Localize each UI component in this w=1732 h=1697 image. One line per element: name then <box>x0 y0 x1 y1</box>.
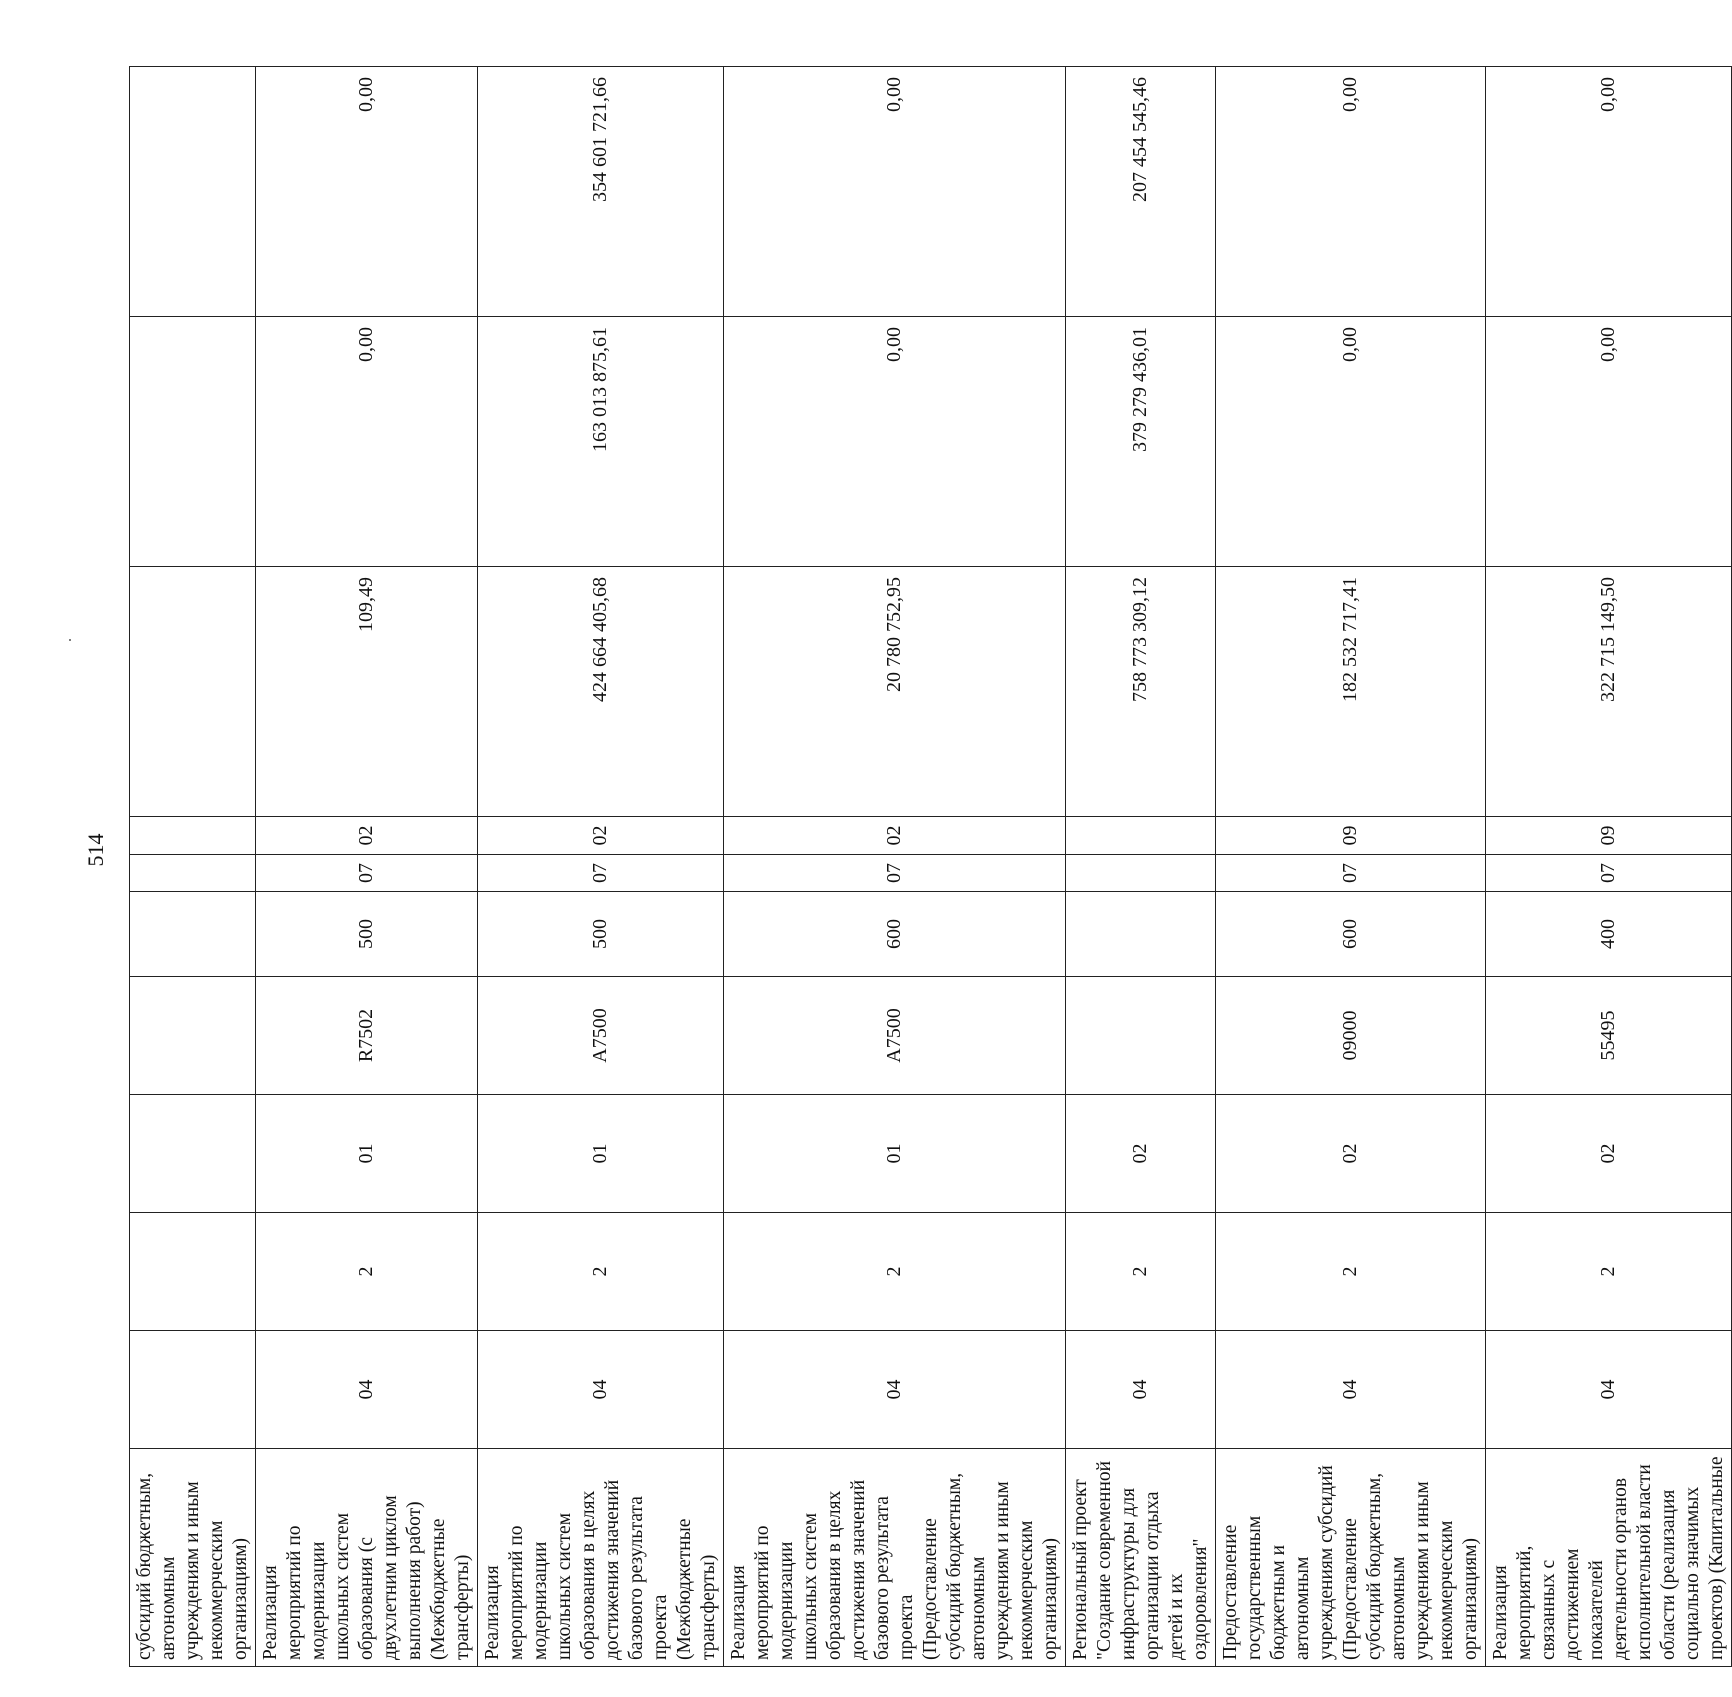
row-expense-type <box>130 892 256 977</box>
row-amount-year2: 0,00 <box>724 317 1066 567</box>
row-description: Предоставление государственным бюджетным и автономным учреждениям субсидий (Предоставление субсидий бюджетным, автономным учреждениям и иным некоммерческим организациям) <box>1216 1449 1486 1667</box>
row-podrazdel <box>130 817 256 855</box>
budget-table-wrapper <box>129 67 1727 1667</box>
row-admin-code: 04 <box>1216 1331 1486 1449</box>
row-subsection-code <box>130 1095 256 1213</box>
row-amount-year1: 20 780 752,95 <box>724 567 1066 817</box>
row-description: Региональный проект "Создание современной инфраструктуры для организации отдыха детей и их оздоровления" <box>1066 1449 1216 1667</box>
row-podrazdel: 02 <box>724 817 1066 855</box>
row-direction-code: R7502 <box>256 977 478 1095</box>
table-row <box>724 67 1066 1667</box>
row-amount-year3: 0,00 <box>724 67 1066 317</box>
table-row <box>1486 67 1732 1667</box>
row-amount-year2: 163 013 875,61 <box>478 317 724 567</box>
row-admin-code: 04 <box>1486 1331 1732 1449</box>
table-row <box>256 67 478 1667</box>
row-razdel <box>1066 855 1216 892</box>
row-direction-code: A7500 <box>724 977 1066 1095</box>
row-description: Реализация мероприятий по модернизации школьных систем образования в целях достижения значений базового результата проекта (Предоставление субсидий бюджетным, автономным учреждениям и иным некоммерческим организациям) <box>724 1449 1066 1667</box>
row-admin-code: 04 <box>256 1331 478 1449</box>
row-admin-code: 04 <box>478 1331 724 1449</box>
row-amount-year3: 354 601 721,66 <box>478 67 724 317</box>
row-amount-year2: 0,00 <box>256 317 478 567</box>
row-description: Реализация мероприятий по модернизации школьных систем образования в целях достижения значений базового результата проекта (Межбюджетные трансферты) <box>478 1449 724 1667</box>
row-direction-code: 55495 <box>1486 977 1732 1095</box>
row-razdel: 07 <box>478 855 724 892</box>
row-razdel <box>130 855 256 892</box>
row-amount-year1 <box>130 567 256 817</box>
row-amount-year1: 758 773 309,12 <box>1066 567 1216 817</box>
row-podrazdel: 02 <box>256 817 478 855</box>
row-podrazdel <box>1066 817 1216 855</box>
row-subsection-code: 02 <box>1216 1095 1486 1213</box>
row-direction-code <box>130 977 256 1095</box>
row-amount-year3: 0,00 <box>1486 67 1732 317</box>
row-amount-year2: 379 279 436,01 <box>1066 317 1216 567</box>
row-subsection-code: 01 <box>256 1095 478 1213</box>
row-section-code: 2 <box>724 1213 1066 1331</box>
row-subsection-code: 02 <box>1486 1095 1732 1213</box>
row-razdel: 07 <box>1486 855 1732 892</box>
row-description: субсидий бюджетным, автономным учреждениям и иным некоммерческим организациям) <box>130 1449 256 1667</box>
row-subsection-code: 01 <box>724 1095 1066 1213</box>
row-section-code: 2 <box>1486 1213 1732 1331</box>
row-section-code: 2 <box>256 1213 478 1331</box>
row-amount-year3 <box>130 67 256 317</box>
row-amount-year1: 424 664 405,68 <box>478 567 724 817</box>
row-amount-year3: 0,00 <box>1216 67 1486 317</box>
row-amount-year1: 182 532 717,41 <box>1216 567 1486 817</box>
row-expense-type: 600 <box>1216 892 1486 977</box>
row-section-code: 2 <box>1066 1213 1216 1331</box>
rotated-table-frame <box>129 67 1727 1667</box>
row-amount-year1: 109,49 <box>256 567 478 817</box>
row-amount-year1: 322 715 149,50 <box>1486 567 1732 817</box>
budget-table <box>129 66 1732 1667</box>
row-razdel: 07 <box>724 855 1066 892</box>
row-direction-code: A7500 <box>478 977 724 1095</box>
row-expense-type: 400 <box>1486 892 1732 977</box>
row-section-code <box>130 1213 256 1331</box>
row-expense-type: 500 <box>256 892 478 977</box>
row-description: Реализация мероприятий, связанных с достижением показателей деятельности органов исполнительной власти области (реализация социально значимых проектов) (Капитальные <box>1486 1449 1732 1667</box>
table-row <box>1216 67 1486 1667</box>
table-row <box>130 67 256 1667</box>
row-direction-code: 09000 <box>1216 977 1486 1095</box>
row-admin-code: 04 <box>724 1331 1066 1449</box>
row-subsection-code: 01 <box>478 1095 724 1213</box>
row-section-code: 2 <box>478 1213 724 1331</box>
row-section-code: 2 <box>1216 1213 1486 1331</box>
row-amount-year2 <box>130 317 256 567</box>
table-row <box>478 67 724 1667</box>
row-expense-type: 600 <box>724 892 1066 977</box>
row-amount-year2: 0,00 <box>1486 317 1732 567</box>
row-razdel: 07 <box>256 855 478 892</box>
row-podrazdel: 09 <box>1486 817 1732 855</box>
row-direction-code <box>1066 977 1216 1095</box>
row-admin-code: 04 <box>1066 1331 1216 1449</box>
row-subsection-code: 02 <box>1066 1095 1216 1213</box>
row-razdel: 07 <box>1216 855 1486 892</box>
row-amount-year2: 0,00 <box>1216 317 1486 567</box>
scan-speck <box>69 639 71 641</box>
row-podrazdel: 09 <box>1216 817 1486 855</box>
row-expense-type <box>1066 892 1216 977</box>
page-number: 514 <box>83 833 108 867</box>
row-podrazdel: 02 <box>478 817 724 855</box>
row-admin-code <box>130 1331 256 1449</box>
row-amount-year3: 207 454 545,46 <box>1066 67 1216 317</box>
row-amount-year3: 0,00 <box>256 67 478 317</box>
row-description: Реализация мероприятий по модернизации школьных систем образования (с двухлетним циклом выполнения работ) (Межбюджетные трансферты) <box>256 1449 478 1667</box>
row-expense-type: 500 <box>478 892 724 977</box>
table-row <box>1066 67 1216 1667</box>
